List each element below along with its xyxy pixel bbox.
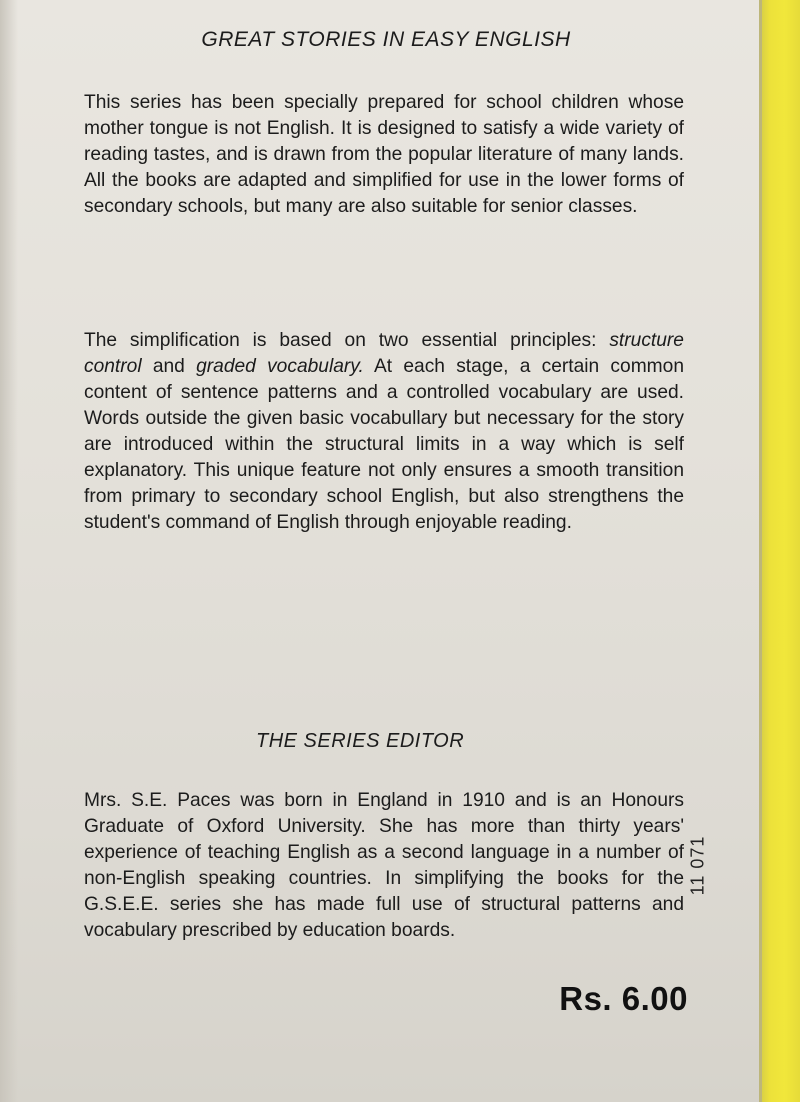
principles-rest: At each stage, a certain common content of sentence patterns and a controlled vocabulary are used. Words outside the given basic vocabullary but necessary for the story are introduced within the structural limits in a way which is self explanatory. This unique feature not only ensures a smooth transition from primary to secondary school English, but also strengthens the student's command of English through enjoyable reading. bbox=[84, 356, 685, 533]
term-graded-vocabulary: graded vocabulary. bbox=[196, 356, 364, 377]
editor-heading: THE SERIES EDITOR bbox=[256, 730, 465, 752]
series-title: GREAT STORIES IN EASY ENGLISH bbox=[201, 28, 571, 51]
principles-connector: and bbox=[152, 356, 185, 377]
principles-paragraph bbox=[84, 328, 684, 536]
catalog-code: 11 071 bbox=[687, 835, 708, 896]
cover-text-area bbox=[84, 0, 688, 1102]
editor-paragraph: Mrs. S.E. Paces was born in England in 1910 and is an Honours Graduate of Oxford University. She has more than thirty years' experience of teaching English as a second language in a number of non-English speaking countries. In simplifying the books for the G.S.E.E. series she has made full use of structural patterns and vocabulary prescribed by education boards. bbox=[84, 790, 684, 941]
price-label: Rs. 6.00 bbox=[559, 980, 688, 1017]
yellow-spine-edge bbox=[762, 0, 800, 1102]
term-structure-control: structure control bbox=[84, 330, 684, 377]
principles-lead: The simplification is based on two essential principles: bbox=[84, 330, 597, 351]
intro-paragraph: This series has been specially prepared for school children whose mother tongue is not English. It is designed to satisfy a wide variety of reading tastes, and is drawn from the popular literature of many lands. All the books are adapted and simplified for use in the lower forms of secondary schools, but many are also suitable for senior classes. bbox=[84, 92, 684, 217]
